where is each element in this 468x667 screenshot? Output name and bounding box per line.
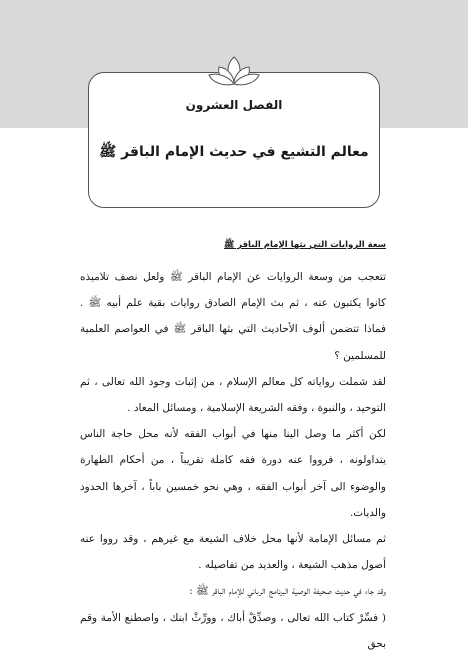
paragraph: تتعجب من وسعة الروايات عن الإمام الباقر ﷺ ولعل نصف تلاميذه كانوا يكتبون عنه ، ثم بث الإمام الصادق روايات بقية علم أبيه ﷺ . فماذا تتضمن ألوف الأحاديث التي بثها الباقر ﷺ في العواصم العلمية للمسلمين ؟ xyxy=(80,271,386,362)
paragraph: لكن أكثر ما وصل الينا منها في أبواب الفقه لأنه محل حاجة الناس يتداولونه ، فرووا عنه دورة فقه كاملة تقريباً ، من أحكام الطهارة والوضوء الى آخر أبواب الفقه ، وهي نحو خمسين باباً ، آخرها الحدود والديات. xyxy=(80,428,386,519)
lotus-ornament-icon xyxy=(206,54,262,88)
chapter-title-frame xyxy=(88,72,380,208)
paragraph: ثم مسائل الإمامة لأنها محل خلاف الشيعة مع غيرهم ، وقد رووا عنه أصول مذهب الشيعة ، والعديد من تفاصيله . xyxy=(80,533,386,572)
paragraph: لقد شملت رواياته كل معالم الإسلام ، من إثبات وجود الله تعالى ، ثم التوحيد ، والنبوة ، وفقه الشريعة الإسلامية ، ومسائل المعاد . xyxy=(80,375,386,415)
chapter-label: الفصل العشرون xyxy=(185,98,283,112)
chapter-title: معالم التشيع في حديث الإمام الباقر ﷺ xyxy=(99,144,369,160)
section-heading: سعة الروايات التي بثها الإمام الباقر ﷺ xyxy=(223,240,386,250)
paragraph: ( فسِّرْ كتاب الله تعالى ، وصدِّقْ أباك ، وورِّثْ ابنك ، واصطنع الأمة وقم بحق xyxy=(80,611,386,650)
body-text xyxy=(80,264,386,657)
paragraph: وقد جاء في حديث صحيفة الوصية البرنامج الرباني للإمام الباقر ﷺ : xyxy=(189,585,386,598)
